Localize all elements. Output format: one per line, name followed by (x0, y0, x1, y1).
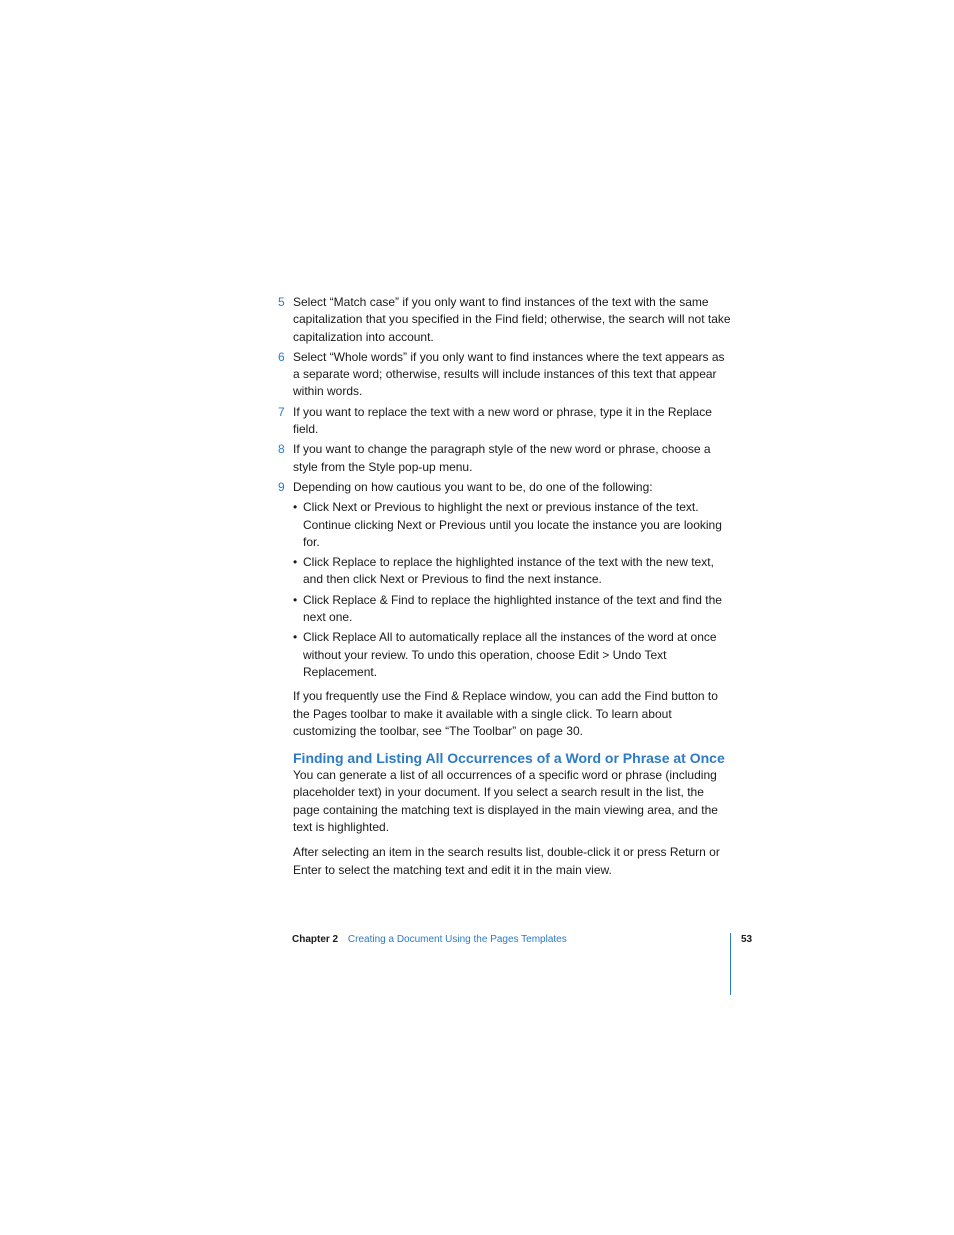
step-6 (278, 349, 733, 401)
list-item-text: Click Replace & Find to replace the highlighted instance of the text and find the next one. (303, 592, 722, 625)
bullet-icon: • (293, 555, 298, 570)
toolbar-paragraph: If you frequently use the Find & Replace window, you can add the Find button to the Pages toolbar to make it available with a single click. To learn about customizing the toolbar, see “The Toolbar” on page 30. (293, 689, 718, 738)
list-paragraph: You can generate a list of all occurrences of a specific word or phrase (including placeholder text) in your document. If you select a search result in the list, the page containing the matching text is displayed in the main viewing area, and the text is highlighted. (293, 768, 718, 835)
step-number: 6 (278, 349, 285, 364)
list-item (293, 629, 733, 681)
bullet-icon: • (293, 592, 298, 607)
bullet-icon: • (293, 630, 298, 645)
list-item (293, 592, 733, 627)
list-item (293, 499, 733, 551)
page-number: 53 (741, 934, 753, 945)
step-7 (278, 404, 733, 439)
step-number: 7 (278, 404, 285, 419)
footer-chapter-title: Creating a Document Using the Pages Templates (347, 934, 567, 945)
bullet-icon: • (293, 500, 298, 515)
step-5 (278, 294, 733, 346)
step-text: Select “Whole words” if you only want to find instances where the text appears as a separate word; otherwise, results will include instances of this text that appear within words. (293, 349, 725, 399)
step-8 (278, 441, 733, 476)
step-text: If you want to change the paragraph style of the new word or phrase, choose a style from the Style pop-up menu. (293, 442, 711, 474)
step-text: Depending on how cautious you want to be, do one of the following: (293, 479, 653, 494)
step-number: 8 (278, 442, 285, 457)
step-number: 5 (278, 295, 285, 309)
step-text: Select “Match case” if you only want to find instances of the text with the same capitalization that you specified in the Find field; otherwise, the search will not take capitalization into account. (293, 295, 731, 344)
page-footer (292, 933, 567, 947)
list-item (293, 554, 733, 589)
footer-chapter: Chapter 2 (292, 934, 339, 945)
step-number: 9 (278, 479, 285, 494)
step-9 (278, 479, 733, 496)
step-text: If you want to replace the text with a new word or phrase, type it in the Replace field. (293, 404, 712, 437)
select-paragraph: After selecting an item in the search results list, double-click it or press Return or Enter to select the matching text and edit it in the main view. (293, 845, 720, 877)
page-content (278, 294, 733, 879)
section-heading: Finding and Listing All Occurrences of a Word or Phrase at Once (293, 750, 725, 767)
options-list (293, 499, 733, 681)
list-item-text: Click Next or Previous to highlight the next or previous instance of the text. Continue clicking Next or Previous until you locate the instance you are looking for. (303, 500, 722, 549)
list-item-text: Click Replace to replace the highlighted instance of the text with the new text, and then click Next or Previous to find the next instance. (303, 555, 714, 587)
footer-divider (730, 933, 731, 995)
list-item-text: Click Replace All to automatically replace all the instances of the word at once without your review. To undo this operation, choose Edit > Undo Text Replacement. (303, 630, 717, 679)
